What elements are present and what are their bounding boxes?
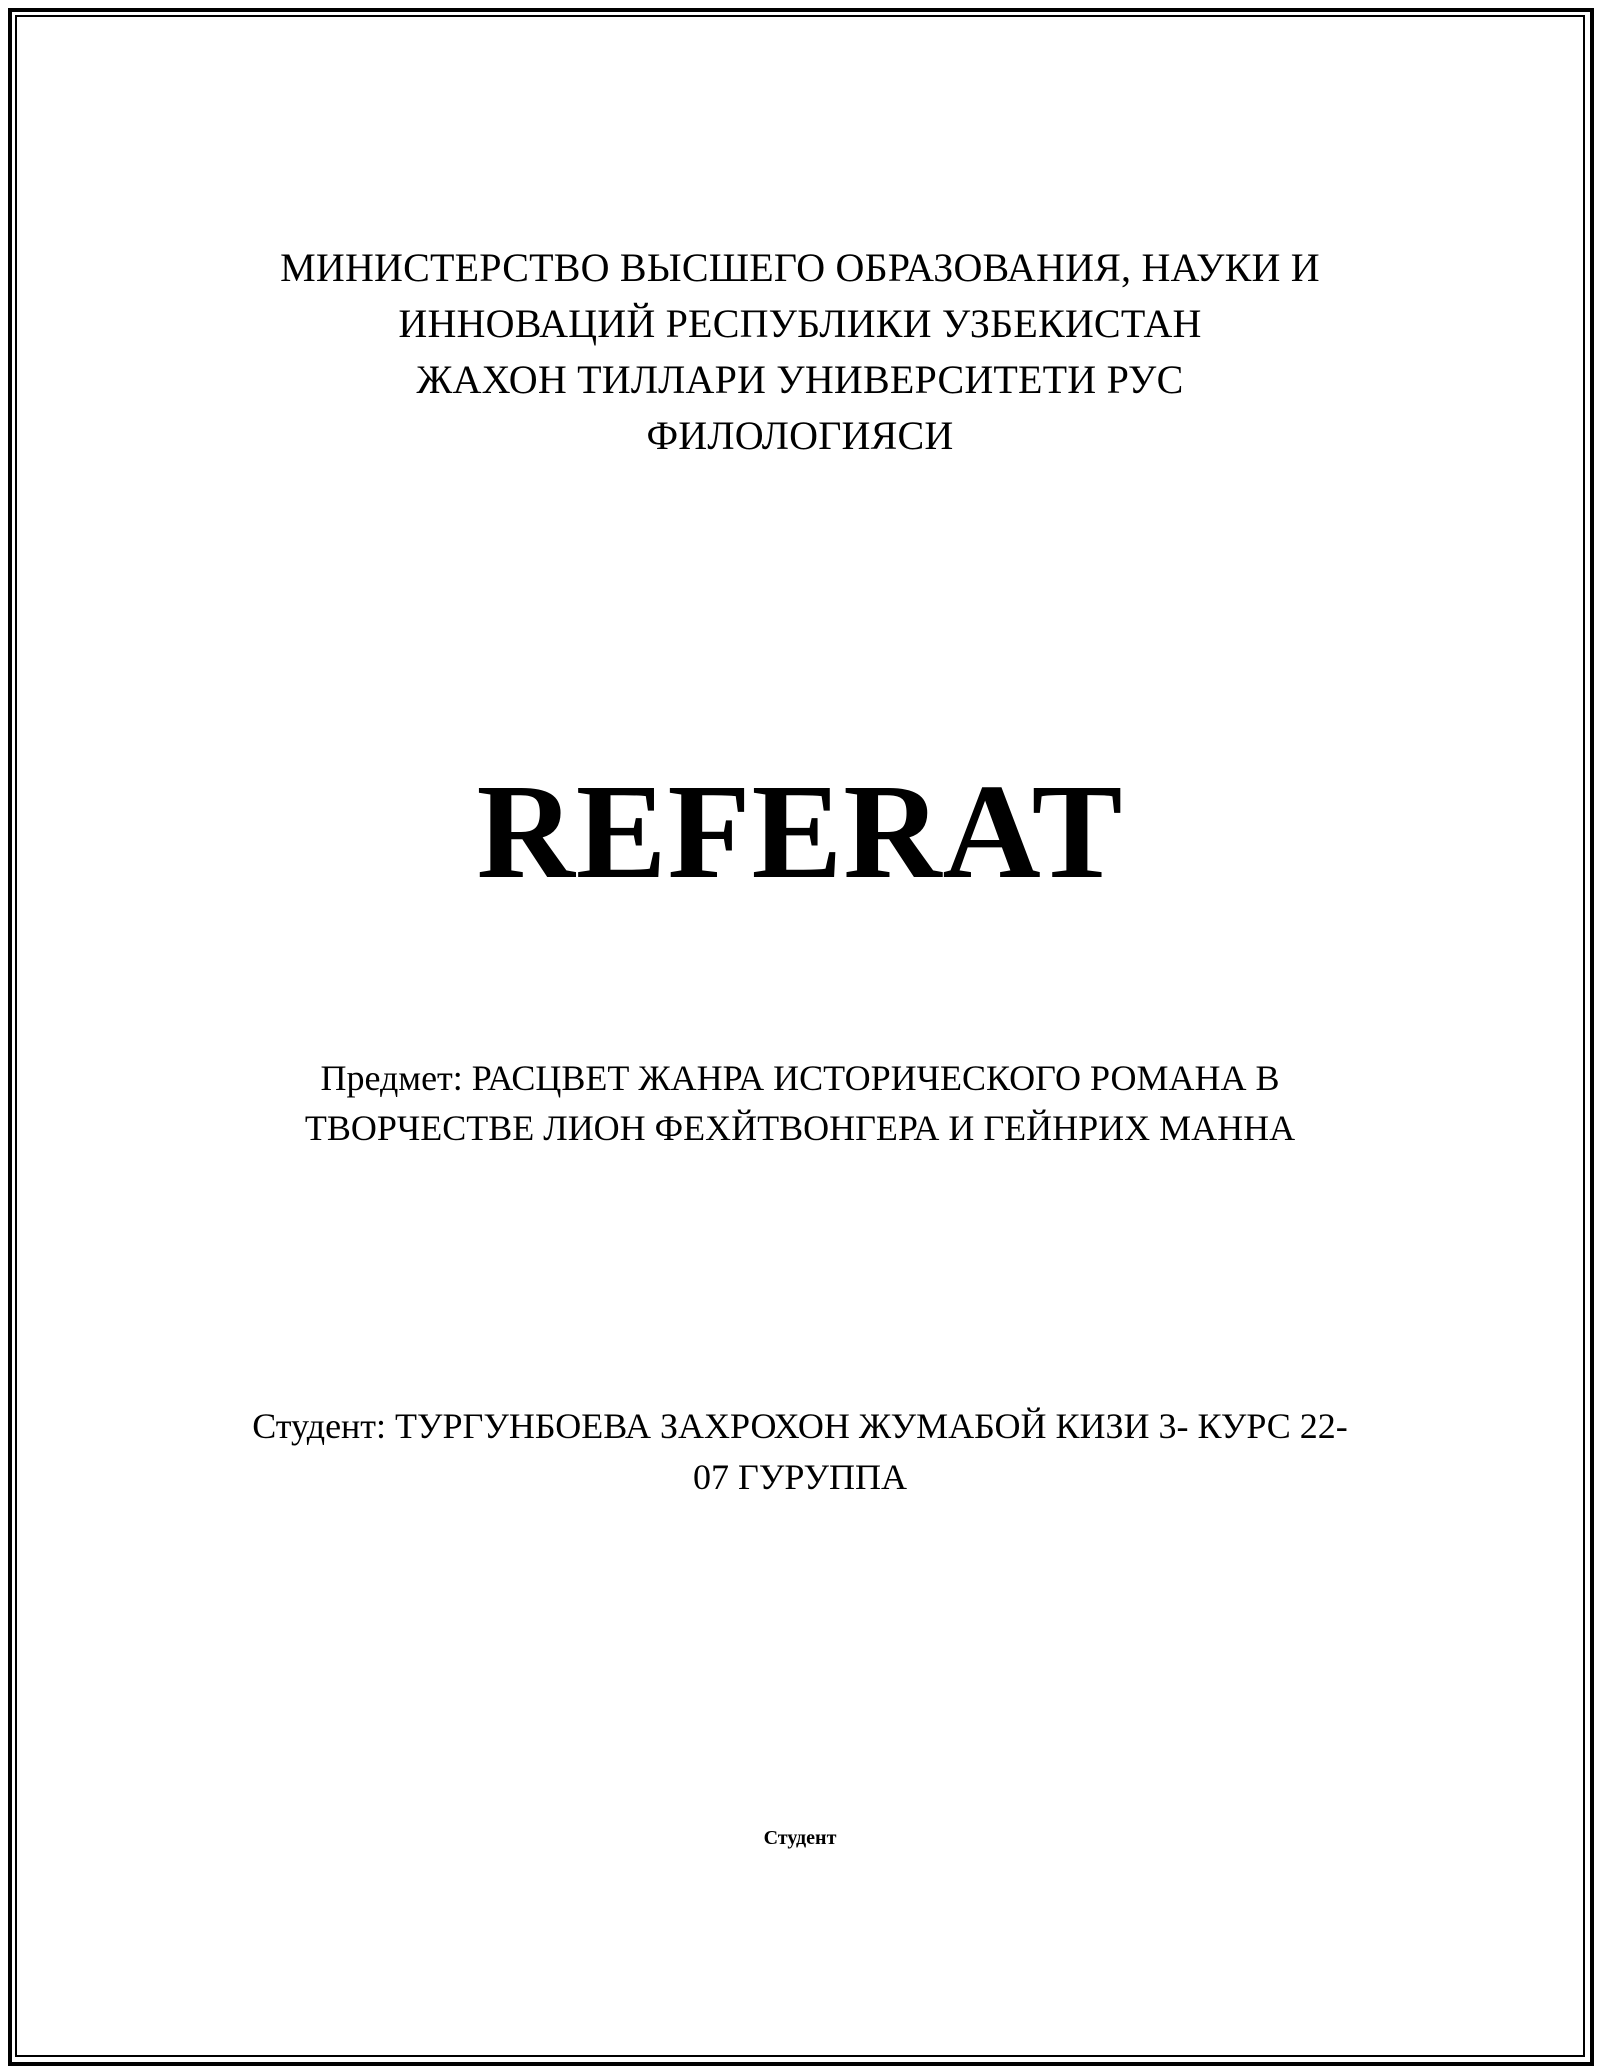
student-line-1: Студент: ТУРГУНБОЕВА ЗАХРОХОН ЖУМАБОЙ КИЗИ 3- КУРС 22- bbox=[252, 1406, 1348, 1446]
ministry-header bbox=[0, 240, 1600, 464]
signature-label: Студент bbox=[763, 1827, 837, 1849]
header-line-3: ЖАХОН ТИЛЛАРИ УНИВЕРСИТЕТИ РУС bbox=[416, 357, 1184, 402]
header-line-4: ФИЛОЛОГИЯСИ bbox=[646, 413, 954, 458]
student-line-2: 07 ГУРУППА bbox=[693, 1457, 907, 1497]
document-title: REFERAT bbox=[476, 757, 1124, 907]
student-block bbox=[0, 1401, 1600, 1503]
header-line-1: МИНИСТЕРСТВО ВЫСШЕГО ОБРАЗОВАНИЯ, НАУКИ И bbox=[280, 245, 1320, 290]
subject-line-1: Предмет: РАСЦВЕТ ЖАНРА ИСТОРИЧЕСКОГО РОМАНА В bbox=[320, 1058, 1280, 1098]
subject-block bbox=[0, 1053, 1600, 1153]
subject-line-2: ТВОРЧЕСТВЕ ЛИОН ФЕХЙТВОНГЕРА И ГЕЙНРИХ МАННА bbox=[304, 1108, 1296, 1148]
header-line-2: ИННОВАЦИЙ РЕСПУБЛИКИ УЗБЕКИСТАН bbox=[398, 301, 1202, 346]
